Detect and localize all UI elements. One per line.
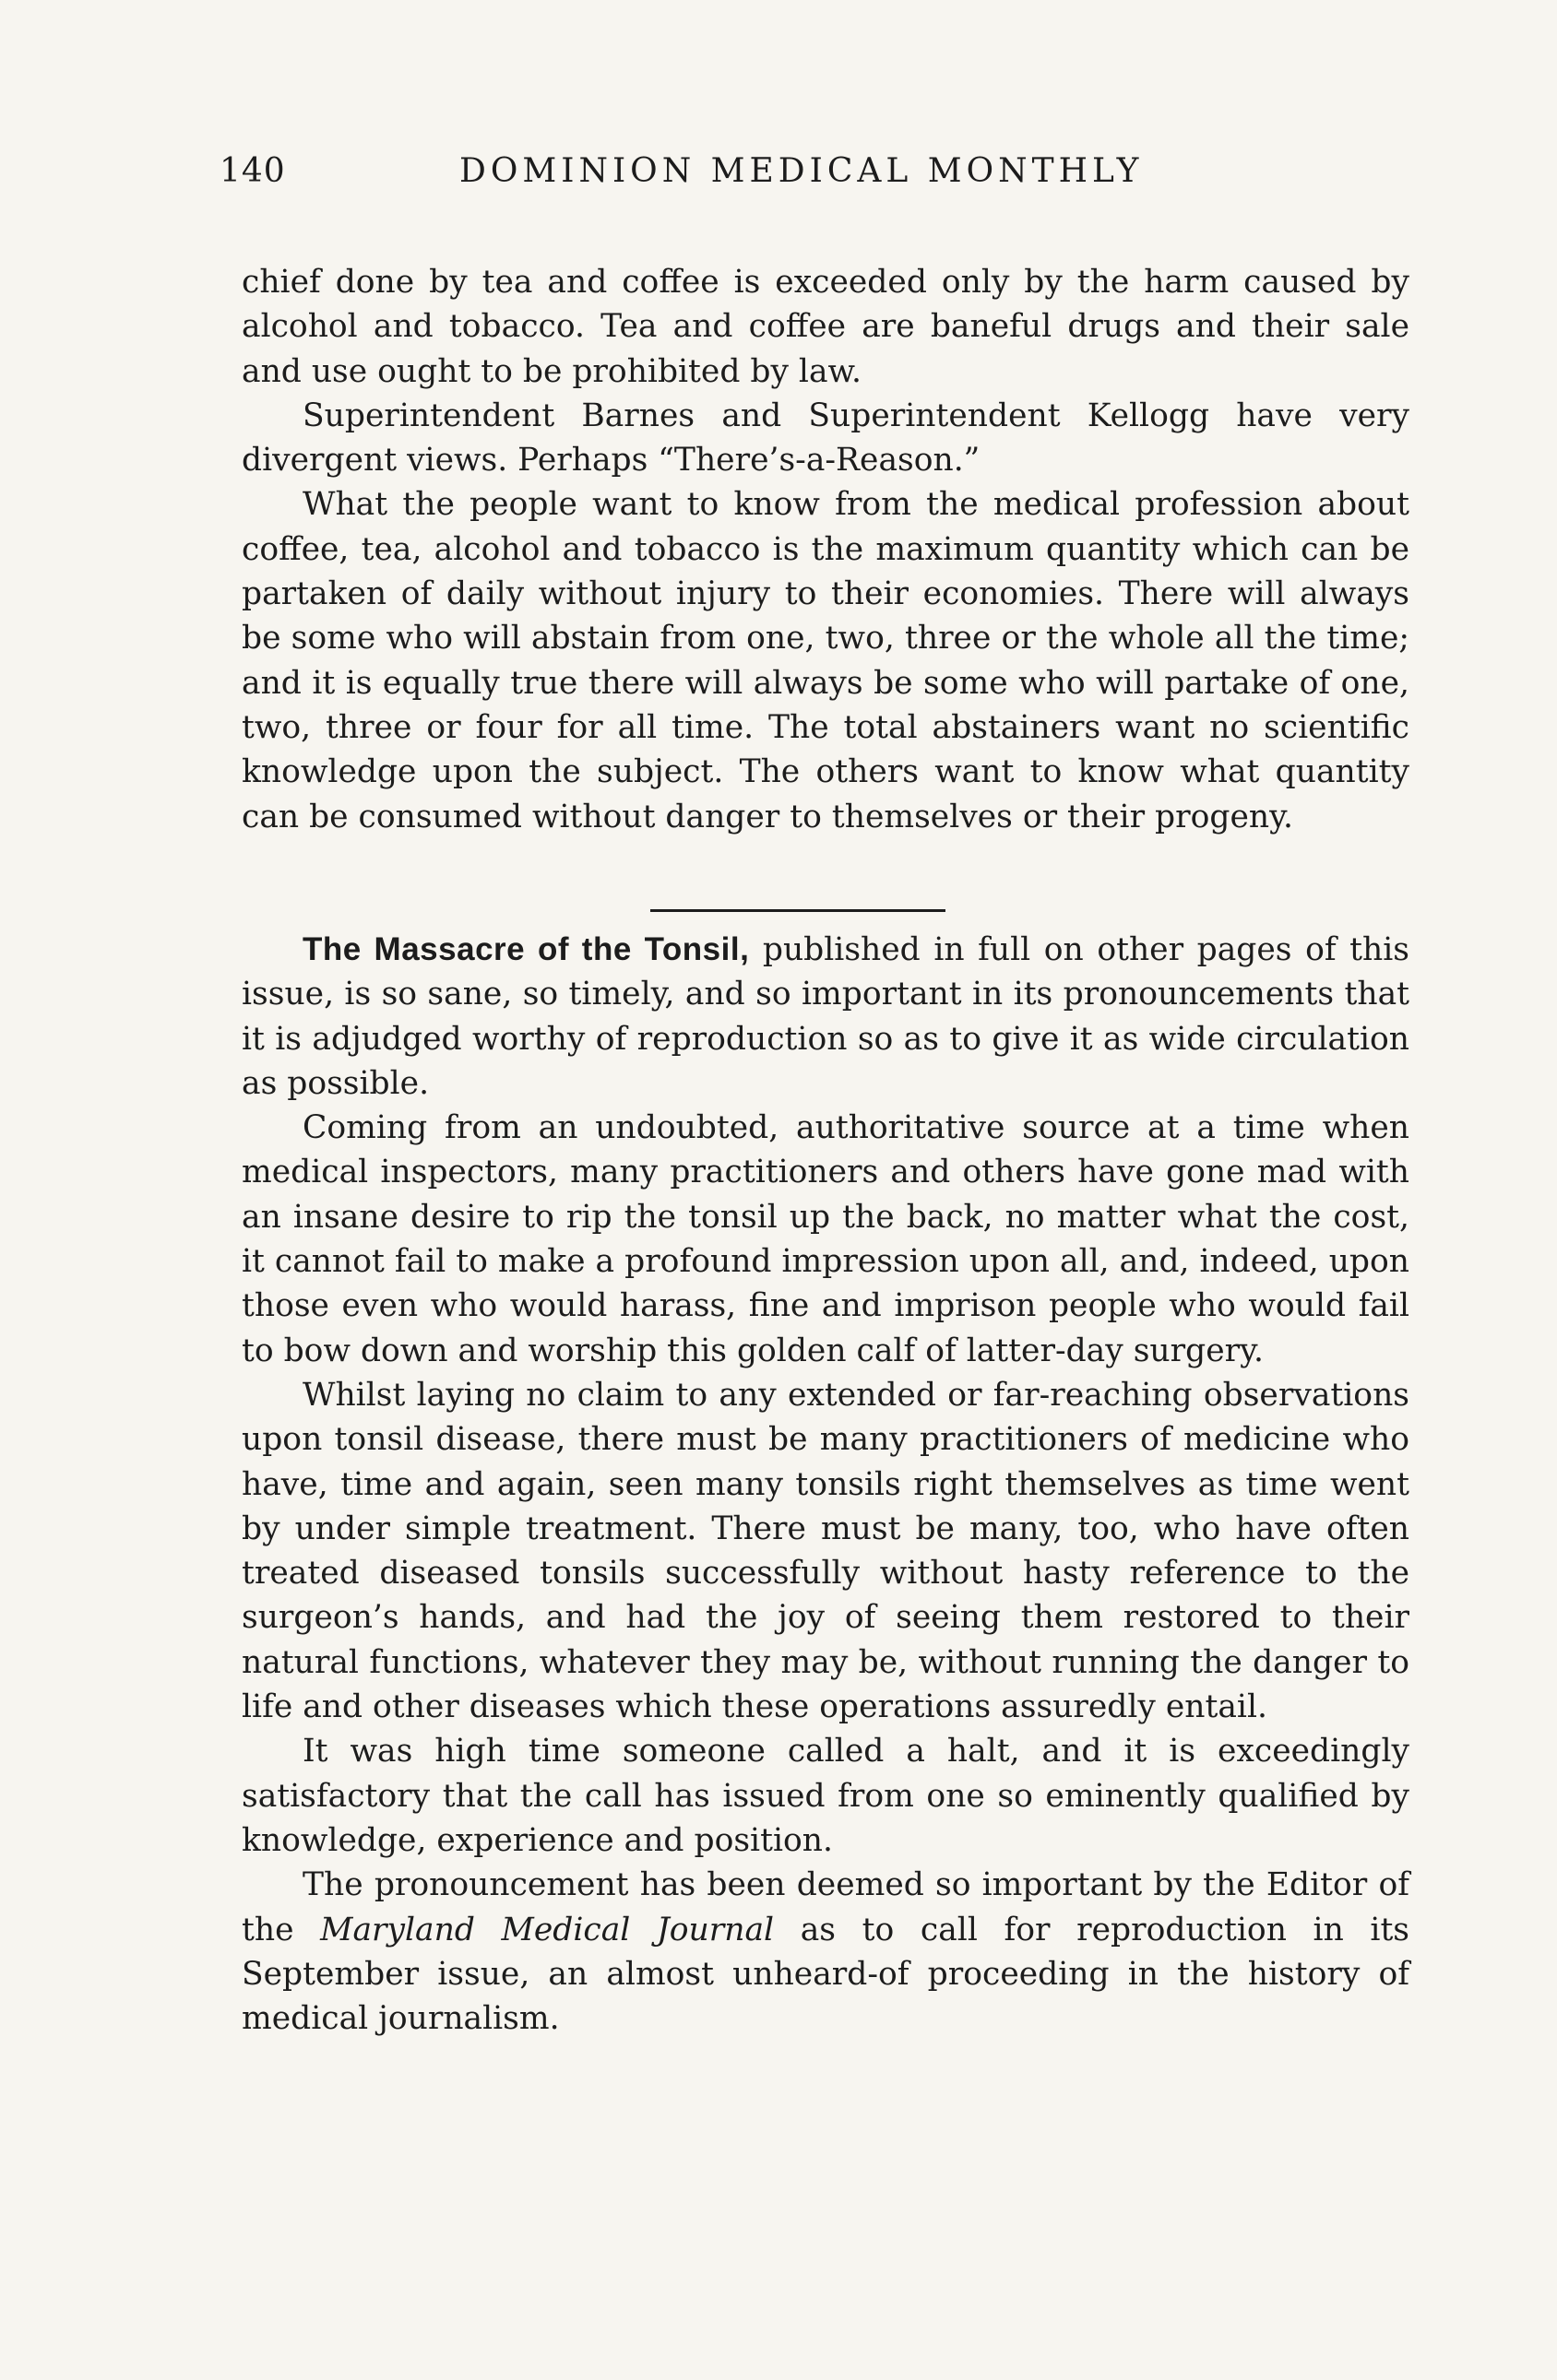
paragraph xyxy=(242,1863,1409,2041)
paragraph-text: published in full on other pages of this issue, is so sane, so timely, and so important in its pronouncements that it is adjudged worthy of reproduction so as to give it as wide circulation as possible. xyxy=(242,931,1410,1102)
page-header xyxy=(220,152,1409,207)
paragraph: Whilst laying no claim to any extended or far-reaching observations upon tonsil disease, there must be many practitioners of medicine who have, time and again, seen many tonsils right themselves as time went by under simple treatment. There must be many, too, who have often treated diseased tonsils successfully without hasty reference to the surgeon’s hands, and had the joy of seeing them restored to their natural functions, whatever they may be, without running the danger to life and other diseases which these operations assuredly entail. xyxy=(242,1376,1409,1726)
paragraph-text: as to call for reproduction in its September issue, an almost unheard-of proceeding in the history of medical journalism. xyxy=(242,1911,1410,2038)
paragraph-text: The pronouncement has been deemed so important by the Editor of the xyxy=(242,1866,1409,1948)
editorial-lead-title: The Massacre of the Tonsil, xyxy=(303,931,750,967)
article-continuation xyxy=(242,260,1409,839)
editorial-massacre-of-the-tonsil xyxy=(242,928,1409,2041)
paragraph: chief done by tea and coffee is exceeded only by the harm caused by alcohol and tobacco. Tea and coffee are baneful drugs and their sale and use ought to be prohibited by law. xyxy=(242,264,1409,390)
journal-title: Maryland Medical Journal xyxy=(320,1911,775,1948)
running-title: DOMINION MEDICAL MONTHLY xyxy=(459,152,1144,190)
paragraph: It was high time someone called a halt, and it is exceedingly satisfactory that the call has issued from one so eminently qualified by knowledge, experience and position. xyxy=(242,1733,1409,1859)
page-number: 140 xyxy=(220,152,286,190)
paragraph: Coming from an undoubted, authoritative source at a time when medical inspectors, many practitioners and others have gone mad with an insane desire to rip the tonsil up the back, no matter what the cost, it cannot fail to make a profound impression upon all, and, indeed, upon those even who would harass, fine and imprison people who would fail to bow down and worship this golden calf of latter-day surgery. xyxy=(242,1109,1409,1369)
paragraph: Superintendent Barnes and Superintendent Kellogg have very divergent views. Perhaps “There’s-a-Reason.” xyxy=(242,397,1409,480)
paragraph xyxy=(242,928,1409,1106)
section-divider xyxy=(650,909,945,912)
paragraph: What the people want to know from the medical profession about coffee, tea, alcohol and tobacco is the maximum quantity which can be partaken of daily without injury to their economies. There will always be some who will abstain from one, two, three or the whole all the time; and it is equally true there will always be some who will partake of one, two, three or four for all time. The total abstainers want no scientific knowledge upon the subject. The others want to know what quantity can be consumed without danger to themselves or their progeny. xyxy=(242,486,1409,835)
